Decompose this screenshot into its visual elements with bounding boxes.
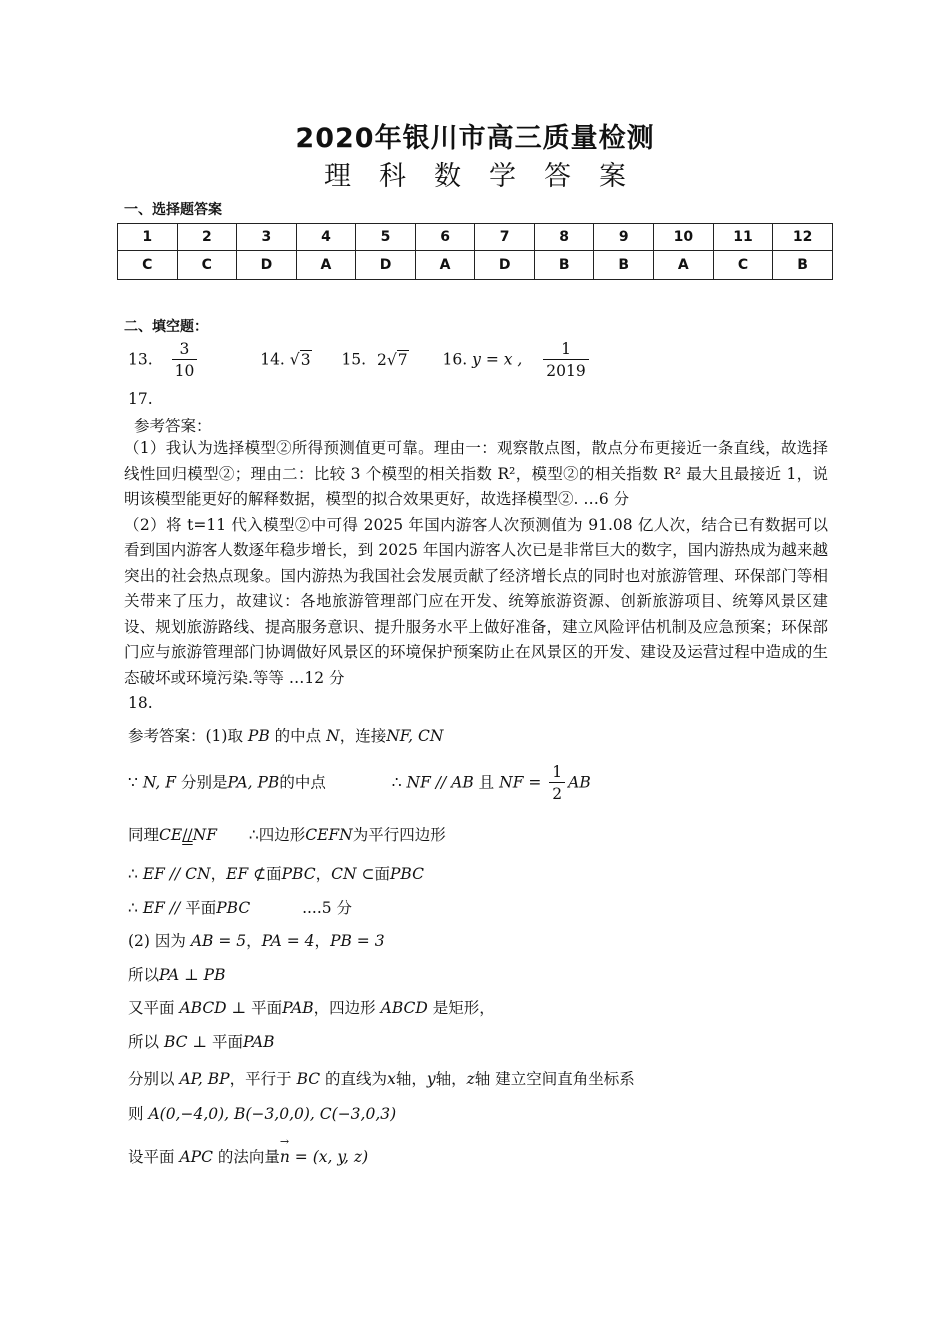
q13-fraction: $\frac{3}{10}$	[172, 339, 198, 382]
page-subtitle: 理科数学答案	[324, 161, 654, 192]
half-fraction: $\frac{1}{2}$	[549, 762, 565, 805]
table-cell: 3	[237, 224, 297, 251]
q15-label: 15.	[341, 350, 367, 369]
q18-line-7: 所以PA ⊥ PB	[128, 966, 226, 984]
table-cell: B	[534, 251, 594, 280]
table-cell: A	[415, 251, 475, 280]
section-heading-choice: 一、选择题答案	[124, 202, 222, 218]
table-cell: A	[296, 251, 356, 280]
q17-part1: （1）我认为选择模型②所得预测值更可靠。理由一：观察散点图，散点分布更接近一条直线，故选择线性回归模型②；理由二：比较 3 个模型的相关指数 R²，模型②的相关指数 R² 最大且最接近 1，说明该模型能更好的解释数据，模型的拟合效果更好，故选择模型②. …6 分	[124, 439, 828, 508]
table-cell: D	[356, 251, 416, 280]
table-cell: 12	[773, 224, 833, 251]
q18-line-5: ∴ EF // 平面PBC ....5 分	[128, 899, 353, 917]
table-cell: 2	[177, 224, 237, 251]
q18-line-2: ∵ N, F 分别是PA, PB的中点 ∴ NF // AB 且 NF = $\frac{1}{2}$ AB	[128, 763, 591, 803]
q18-line-4: ∴ EF // CN，EF ⊄面PBC，CN ⊂面PBC	[128, 865, 424, 883]
table-cell: 11	[713, 224, 773, 251]
table-cell: D	[475, 251, 535, 280]
table-cell: 1	[118, 224, 178, 251]
page-title: 2020年银川市高三质量检测	[295, 123, 655, 154]
q18-line-12: 设平面 APC 的法向量→ n = (x, y, z)	[128, 1145, 368, 1167]
table-cell: 5	[356, 224, 416, 251]
table-cell: 7	[475, 224, 535, 251]
q14-answer: √3	[289, 350, 311, 369]
q14-label: 14.	[260, 350, 285, 369]
table-cell: 4	[296, 224, 356, 251]
q17-label: 17.	[128, 390, 153, 408]
q16-expression: y = x ,	[472, 350, 523, 369]
normal-vector: → n	[280, 1148, 290, 1166]
table-cell: C	[713, 251, 773, 280]
q18-line-10: 分别以 AP, BP，平行于 BC 的直线为x轴，y轴，z轴 建立空间直角坐标系	[128, 1070, 635, 1088]
table-cell: 10	[654, 224, 714, 251]
table-cell: 6	[415, 224, 475, 251]
q18-line-3: 同理CE//NF ∴四边形CEFN为平行四边形	[128, 826, 446, 844]
q17-answer	[124, 436, 828, 691]
table-row-numbers	[118, 224, 833, 251]
q13-label: 13.	[128, 350, 153, 369]
q16-fraction: $\frac{1}{2019}$	[543, 339, 588, 382]
table-cell: A	[654, 251, 714, 280]
table-cell: B	[773, 251, 833, 280]
section-heading-fill: 二、填空题：	[124, 319, 208, 335]
table-cell: B	[594, 251, 654, 280]
q18-line-9: 所以 BC ⊥ 平面PAB	[128, 1033, 275, 1051]
table-row-answers	[118, 251, 833, 280]
choice-answer-table	[117, 223, 833, 280]
q17-part2: （2）将 t=11 代入模型②中可得 2025 年国内游客人次预测值为 91.08 亿人次，结合已有数据可以看到国内游客人数逐年稳步增长，到 2025 年国内游客人次已是非常巨大的数字，国内游热成为越来越突出的社会热点现象。国内游热为我国社会发展贡献了经济增长点的同时也对旅游管理、环保部门等相关带来了压力，故建议：各地旅游管理部门应在开发、统筹旅游资源、创新旅游项目、统筹风景区建设、规划旅游路线、提高服务意识、提升服务水平上做好准备，建立风险评估机制及应急预案；环保部门应与旅游管理部门协调做好风景区的环境保护预案防止在风景区的开发、建设及运营过程中造成的生态破坏或环境污染.等等 …12 分	[124, 515, 828, 687]
table-cell: C	[118, 251, 178, 280]
q15-answer: 2√7	[377, 350, 408, 369]
fill-answers-line	[128, 339, 592, 382]
table-cell: C	[177, 251, 237, 280]
q18-line-6: (2) 因为 AB = 5，PA = 4，PB = 3	[128, 932, 385, 950]
q17-reference-label: 参考答案：	[134, 417, 212, 435]
q18-line-8: 又平面 ABCD ⊥ 平面PAB，四边形 ABCD 是矩形，	[128, 999, 495, 1017]
table-cell: 8	[534, 224, 594, 251]
table-cell: 9	[594, 224, 654, 251]
table-cell: D	[237, 251, 297, 280]
q18-line-1: 参考答案：(1)取 PB 的中点 N，连接NF, CN	[128, 727, 444, 745]
q18-label: 18.	[128, 694, 153, 712]
q16-label: 16.	[442, 350, 468, 369]
q18-line-11: 则 A(0,−4,0), B(−3,0,0), C(−3,0,3)	[128, 1105, 397, 1123]
